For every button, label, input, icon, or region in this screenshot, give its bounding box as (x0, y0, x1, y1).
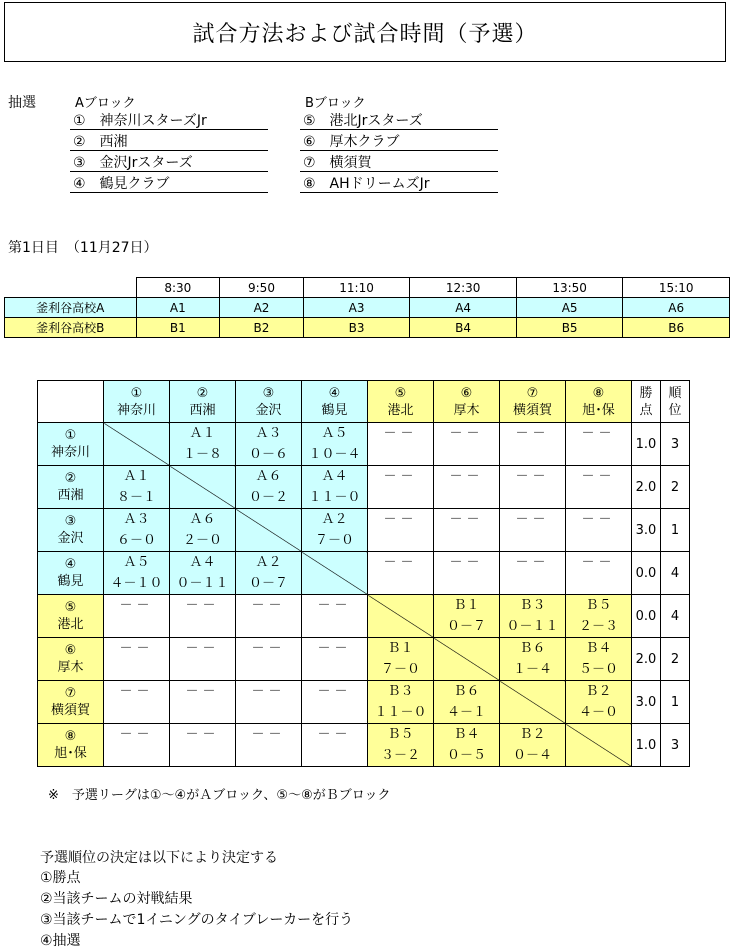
block-b-team: ⑦ 横須賀 (300, 152, 498, 172)
league-row-header (38, 724, 104, 767)
game-code: Ａ３ (255, 426, 282, 441)
league-row (38, 638, 690, 681)
time-slot: 11:10 (303, 278, 410, 298)
game-score: １０－４ (308, 447, 361, 462)
league-no-game-cell: －－ (566, 466, 632, 509)
league-result-cell (368, 638, 434, 681)
team-name: 鶴見 (321, 402, 348, 418)
team-number: ⑤ (394, 385, 407, 401)
league-result-cell (302, 423, 368, 466)
game-cell: A4 (410, 298, 517, 318)
league-row-header (38, 681, 104, 724)
league-no-game-cell: －－ (236, 724, 302, 767)
league-result-cell (236, 552, 302, 595)
league-self-cell (104, 423, 170, 466)
league-result-cell (104, 509, 170, 552)
schedule-corner (5, 278, 137, 298)
game-score: ０－１１ (176, 576, 229, 591)
game-score: ４－０ (578, 705, 618, 720)
game-cell: B6 (623, 318, 730, 338)
game-cell: A3 (303, 298, 410, 318)
league-no-game-cell: －－ (170, 595, 236, 638)
rank-cell: 4 (661, 595, 690, 638)
rank-cell: 3 (661, 724, 690, 767)
game-code: Ｂ６ (519, 641, 546, 656)
league-col-header (236, 381, 302, 423)
game-score: １１－０ (308, 490, 361, 505)
points-cell: 1.0 (632, 423, 661, 466)
team-name: 西湘 (57, 488, 84, 503)
league-self-cell (170, 466, 236, 509)
game-score: ０－５ (446, 748, 486, 763)
league-result-cell (566, 681, 632, 724)
venue-name: 釜利谷高校B (5, 318, 137, 338)
team-name: 横須賀 (512, 402, 552, 418)
game-cell: A5 (516, 298, 623, 318)
league-no-game-cell: －－ (236, 595, 302, 638)
game-code: Ｂ２ (519, 727, 546, 742)
game-cell: B2 (220, 318, 304, 338)
team-number: ⑥ (64, 643, 77, 658)
league-no-game-cell: －－ (368, 509, 434, 552)
points-cell: 2.0 (632, 466, 661, 509)
league-result-cell (500, 595, 566, 638)
game-score: ４－１ (446, 705, 486, 720)
game-code: Ｂ４ (453, 727, 480, 742)
game-cell: B4 (410, 318, 517, 338)
team-number: ③ (262, 385, 275, 401)
team-name: 旭･保 (54, 746, 87, 761)
game-code: Ｂ２ (585, 684, 612, 699)
team-number: ⑦ (526, 385, 539, 401)
league-self-cell (500, 681, 566, 724)
points-header-char: 勝 (639, 385, 653, 401)
league-no-game-cell: －－ (434, 509, 500, 552)
league-col-header (566, 381, 632, 423)
team-number: ① (130, 385, 143, 401)
league-col-header (170, 381, 236, 423)
league-row (38, 509, 690, 552)
league-result-cell (170, 423, 236, 466)
league-row-header (38, 552, 104, 595)
league-no-game-cell: －－ (170, 638, 236, 681)
game-code: Ａ３ (123, 512, 150, 527)
game-score: ５－０ (578, 662, 618, 677)
game-score: ７－０ (314, 533, 354, 548)
venue-name: 釜利谷高校A (5, 298, 137, 318)
team-name: 厚木 (57, 660, 84, 675)
league-result-cell (104, 552, 170, 595)
rank-cell: 4 (661, 552, 690, 595)
league-no-game-cell: －－ (368, 466, 434, 509)
league-col-header (434, 381, 500, 423)
league-result-cell (104, 466, 170, 509)
team-name: 旭･保 (582, 402, 615, 418)
game-score: ０－７ (248, 576, 288, 591)
team-number: ⑥ (460, 385, 473, 401)
block-a-team: ③ 金沢Jrスターズ (70, 152, 268, 172)
game-code: Ｂ１ (453, 598, 480, 613)
points-cell: 1.0 (632, 724, 661, 767)
block-b-team: ⑧ AHドリームズJr (300, 173, 498, 193)
game-code: Ａ１ (189, 426, 216, 441)
league-result-cell (566, 595, 632, 638)
league-result-cell (302, 466, 368, 509)
points-header-char: 点 (639, 402, 653, 418)
team-number: ② (64, 471, 77, 486)
team-number: ⑤ (64, 600, 77, 615)
team-name: 厚木 (453, 402, 480, 418)
team-number: ⑦ (64, 686, 77, 701)
league-row-header (38, 466, 104, 509)
league-self-cell (566, 724, 632, 767)
game-score: ８－１ (116, 490, 156, 505)
game-score: ２－０ (182, 533, 222, 548)
league-col-header (104, 381, 170, 423)
time-slot: 15:10 (623, 278, 730, 298)
team-name: 神奈川 (116, 402, 156, 418)
league-no-game-cell: －－ (104, 595, 170, 638)
game-score: １１－０ (374, 705, 427, 720)
game-code: Ａ５ (123, 555, 150, 570)
league-no-game-cell: －－ (302, 724, 368, 767)
league-result-cell (302, 509, 368, 552)
team-name: 神奈川 (50, 445, 90, 460)
game-code: Ｂ３ (387, 684, 414, 699)
league-result-cell (434, 724, 500, 767)
rank-header (661, 381, 690, 423)
time-slot: 9:50 (220, 278, 304, 298)
ranking-item: ③当該チームで1イニングのタイブレーカーを行う (40, 912, 354, 928)
game-cell: B1 (136, 318, 220, 338)
ranking-item: ④抽選 (40, 933, 81, 949)
block-note: ※ 予選リーグは①～④がＡブロック、⑤～⑧がＢブロック (48, 788, 391, 803)
team-number: ② (196, 385, 209, 401)
league-result-cell (368, 681, 434, 724)
block-b-heading: Bブロック (305, 96, 366, 111)
team-name: 鶴見 (57, 574, 84, 589)
game-score: ３－２ (380, 748, 420, 763)
league-self-cell (236, 509, 302, 552)
league-corner (38, 381, 104, 423)
game-code: Ｂ５ (387, 727, 414, 742)
team-number: ⑧ (592, 385, 605, 401)
league-no-game-cell: －－ (236, 681, 302, 724)
game-score: ０－７ (446, 619, 486, 634)
points-cell: 0.0 (632, 552, 661, 595)
game-score: ６－０ (116, 533, 156, 548)
league-col-header (500, 381, 566, 423)
rank-cell: 3 (661, 423, 690, 466)
league-table (37, 380, 690, 767)
league-no-game-cell: －－ (434, 466, 500, 509)
game-score: ２－３ (578, 619, 618, 634)
game-score: ０－６ (248, 447, 288, 462)
game-cell: B3 (303, 318, 410, 338)
ranking-item: ②当該チームの対戦結果 (40, 891, 193, 907)
time-slot: 8:30 (136, 278, 220, 298)
league-no-game-cell: －－ (104, 724, 170, 767)
game-code: Ａ１ (123, 469, 150, 484)
rank-header-char: 順 (668, 385, 682, 401)
block-a-team: ① 神奈川スターズJr (70, 110, 268, 130)
league-no-game-cell: －－ (566, 423, 632, 466)
league-result-cell (236, 466, 302, 509)
league-self-cell (434, 638, 500, 681)
league-row-header (38, 595, 104, 638)
team-name: 金沢 (255, 402, 282, 418)
team-number: ④ (64, 557, 77, 572)
rank-cell: 2 (661, 466, 690, 509)
points-header (632, 381, 661, 423)
league-no-game-cell: －－ (500, 466, 566, 509)
game-code: Ｂ３ (519, 598, 546, 613)
game-score: ４－１０ (110, 576, 163, 591)
league-col-header (368, 381, 434, 423)
team-name: 金沢 (57, 531, 84, 546)
league-no-game-cell: －－ (566, 509, 632, 552)
league-row-header (38, 638, 104, 681)
league-no-game-cell: －－ (302, 595, 368, 638)
points-cell: 3.0 (632, 509, 661, 552)
league-no-game-cell: －－ (368, 552, 434, 595)
league-no-game-cell: －－ (170, 681, 236, 724)
league-row (38, 423, 690, 466)
team-number: ⑧ (64, 729, 77, 744)
game-cell: B5 (516, 318, 623, 338)
league-result-cell (236, 423, 302, 466)
draw-label: 抽選 (8, 95, 36, 111)
time-slot: 13:50 (516, 278, 623, 298)
league-no-game-cell: －－ (500, 423, 566, 466)
league-no-game-cell: －－ (500, 552, 566, 595)
league-result-cell (500, 724, 566, 767)
league-no-game-cell: －－ (368, 423, 434, 466)
game-code: Ａ２ (321, 512, 348, 527)
game-code: Ｂ４ (585, 641, 612, 656)
league-no-game-cell: －－ (104, 681, 170, 724)
game-score: １－８ (182, 447, 222, 462)
schedule-table (4, 277, 730, 338)
day1-label: 第1日目 （11月27日） (8, 240, 158, 256)
game-code: Ａ６ (189, 512, 216, 527)
game-cell: A1 (136, 298, 220, 318)
game-code: Ｂ１ (387, 641, 414, 656)
rank-cell: 2 (661, 638, 690, 681)
game-score: １－４ (512, 662, 552, 677)
league-row (38, 552, 690, 595)
page-title: 試合方法および試合時間（予選） (4, 2, 726, 62)
game-code: Ｂ５ (585, 598, 612, 613)
league-no-game-cell: －－ (104, 638, 170, 681)
game-code: Ａ４ (189, 555, 216, 570)
team-name: 港北 (57, 617, 84, 632)
team-name: 横須賀 (50, 703, 90, 718)
rank-cell: 1 (661, 509, 690, 552)
league-row (38, 595, 690, 638)
league-result-cell (434, 681, 500, 724)
points-cell: 3.0 (632, 681, 661, 724)
block-a-heading: Aブロック (75, 96, 136, 111)
game-code: Ａ２ (255, 555, 282, 570)
game-code: Ａ６ (255, 469, 282, 484)
team-name: 港北 (387, 402, 414, 418)
league-no-game-cell: －－ (500, 509, 566, 552)
points-cell: 0.0 (632, 595, 661, 638)
league-row (38, 724, 690, 767)
block-a-team: ④ 鶴見クラブ (70, 173, 268, 193)
block-b-team: ⑤ 港北Jrスターズ (300, 110, 498, 130)
block-b-team: ⑥ 厚木クラブ (300, 131, 498, 151)
league-result-cell (566, 638, 632, 681)
league-result-cell (368, 724, 434, 767)
league-no-game-cell: －－ (566, 552, 632, 595)
game-code: Ｂ６ (453, 684, 480, 699)
game-cell: A2 (220, 298, 304, 318)
time-slot: 12:30 (410, 278, 517, 298)
league-result-cell (170, 552, 236, 595)
league-self-cell (302, 552, 368, 595)
game-score: ０－１１ (506, 619, 559, 634)
team-number: ① (64, 428, 77, 443)
game-score: ７－０ (380, 662, 420, 677)
rank-cell: 1 (661, 681, 690, 724)
league-no-game-cell: －－ (302, 681, 368, 724)
game-code: Ａ４ (321, 469, 348, 484)
rank-header-char: 位 (668, 402, 682, 418)
league-row-header (38, 423, 104, 466)
block-a-team: ② 西湘 (70, 131, 268, 151)
league-row (38, 466, 690, 509)
game-cell: A6 (623, 298, 730, 318)
team-number: ③ (64, 514, 77, 529)
points-cell: 2.0 (632, 638, 661, 681)
league-row-header (38, 509, 104, 552)
ranking-item: ①勝点 (40, 870, 81, 886)
league-col-header (302, 381, 368, 423)
league-no-game-cell: －－ (302, 638, 368, 681)
game-code: Ａ５ (321, 426, 348, 441)
league-no-game-cell: －－ (434, 423, 500, 466)
league-no-game-cell: －－ (170, 724, 236, 767)
league-self-cell (368, 595, 434, 638)
league-result-cell (500, 638, 566, 681)
league-no-game-cell: －－ (434, 552, 500, 595)
game-score: ０－２ (248, 490, 288, 505)
league-row (38, 681, 690, 724)
ranking-heading: 予選順位の決定は以下により決定する (40, 850, 278, 866)
league-result-cell (170, 509, 236, 552)
league-no-game-cell: －－ (236, 638, 302, 681)
league-result-cell (434, 595, 500, 638)
team-number: ④ (328, 385, 341, 401)
game-score: ０－４ (512, 748, 552, 763)
team-name: 西湘 (189, 402, 216, 418)
